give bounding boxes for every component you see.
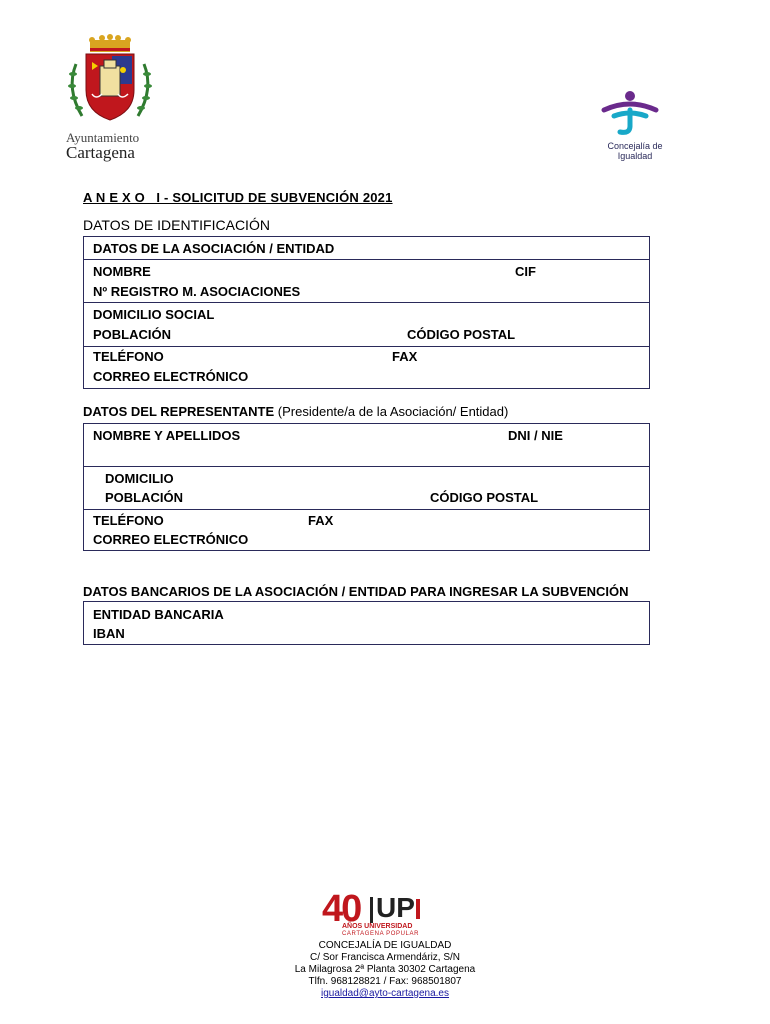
- footer-line3: La Milagrosa 2ª Planta 30302 Cartagena: [294, 964, 476, 975]
- footer-logo-sub: CARTAGENA POPULAR: [342, 931, 419, 937]
- footer-line2: C/ Sor Francisca Armendáriz, S/N: [309, 952, 461, 963]
- rep-correo-label: CORREO ELECTRÓNICO: [93, 532, 249, 547]
- footer-logo-anos: AÑOS UNIVERSIDAD: [342, 923, 413, 930]
- representative-heading-bold: DATOS DEL REPRESENTANTE: [83, 404, 275, 419]
- entity-telefono-label: TELÉFONO: [93, 349, 164, 364]
- entity-divider-3: [83, 346, 650, 347]
- footer-logo-number: 40: [322, 888, 361, 930]
- coat-of-arms-icon: [62, 34, 158, 126]
- entity-nombre-label: NOMBRE: [93, 264, 151, 279]
- rep-dni-label: DNI / NIE: [508, 428, 563, 443]
- footer-logo: [322, 888, 426, 939]
- representative-heading-normal: (Presidente/a de la Asociación/ Entidad): [274, 404, 509, 419]
- footer-email-link[interactable]: igualdad@ayto-cartagena.es: [320, 988, 449, 999]
- entity-divider-1: [83, 259, 650, 260]
- entity-registro-label: Nº REGISTRO M. ASOCIACIONES: [93, 284, 301, 299]
- identification-heading: DATOS DE IDENTIFICACIÓN: [83, 217, 270, 233]
- rep-codigo-postal-label: CÓDIGO POSTAL: [430, 490, 539, 505]
- representative-heading: [83, 404, 508, 419]
- rep-nombre-label: NOMBRE Y APELLIDOS: [93, 428, 241, 443]
- bank-heading: DATOS BANCARIOS DE LA ASOCIACIÓN / ENTIDAD PARA INGRESAR LA SUBVENCIÓN: [83, 584, 629, 599]
- document-title: A N E X O I - SOLICITUD DE SUBVENCIÓN 2021: [83, 190, 393, 205]
- city-logo: [62, 34, 158, 162]
- footer-logo-divider: [370, 897, 373, 923]
- entity-domicilio-label: DOMICILIO SOCIAL: [93, 307, 215, 322]
- footer-line1: CONCEJALÍA DE IGUALDAD: [318, 940, 452, 951]
- entity-correo-label: CORREO ELECTRÓNICO: [93, 369, 249, 384]
- rep-domicilio-label: DOMICILIO: [105, 471, 174, 486]
- rep-poblacion-label: POBLACIÓN: [105, 490, 183, 505]
- rep-telefono-label: TELÉFONO: [93, 513, 164, 528]
- city-logo-line2: Cartagena: [66, 143, 135, 162]
- footer-logo-up: UP: [376, 892, 415, 923]
- entity-section-header: DATOS DE LA ASOCIACIÓN / ENTIDAD: [93, 241, 335, 256]
- footer-logo-up-bar: [416, 899, 420, 919]
- representative-divider-2: [83, 509, 650, 510]
- entity-codigo-postal-label: CÓDIGO POSTAL: [407, 327, 516, 342]
- entity-poblacion-label: POBLACIÓN: [93, 327, 171, 342]
- footer-line4: Tlfn. 968128821 / Fax: 968501807: [308, 976, 462, 987]
- representative-divider-1: [83, 466, 650, 467]
- bank-entidad-label: ENTIDAD BANCARIA: [93, 607, 224, 622]
- equality-logo-text: Concejalía de Igualdad: [607, 141, 663, 161]
- footer-email-row: [0, 988, 770, 1000]
- equality-logo: [590, 88, 680, 161]
- entity-cif-label: CIF: [515, 264, 536, 279]
- entity-divider-2: [83, 302, 650, 303]
- city-logo-line1: Ayuntamiento: [66, 130, 140, 145]
- equality-symbol-icon: [590, 88, 680, 136]
- rep-fax-label: FAX: [308, 513, 334, 528]
- bank-iban-label: IBAN: [93, 626, 125, 641]
- entity-fax-label: FAX: [392, 349, 418, 364]
